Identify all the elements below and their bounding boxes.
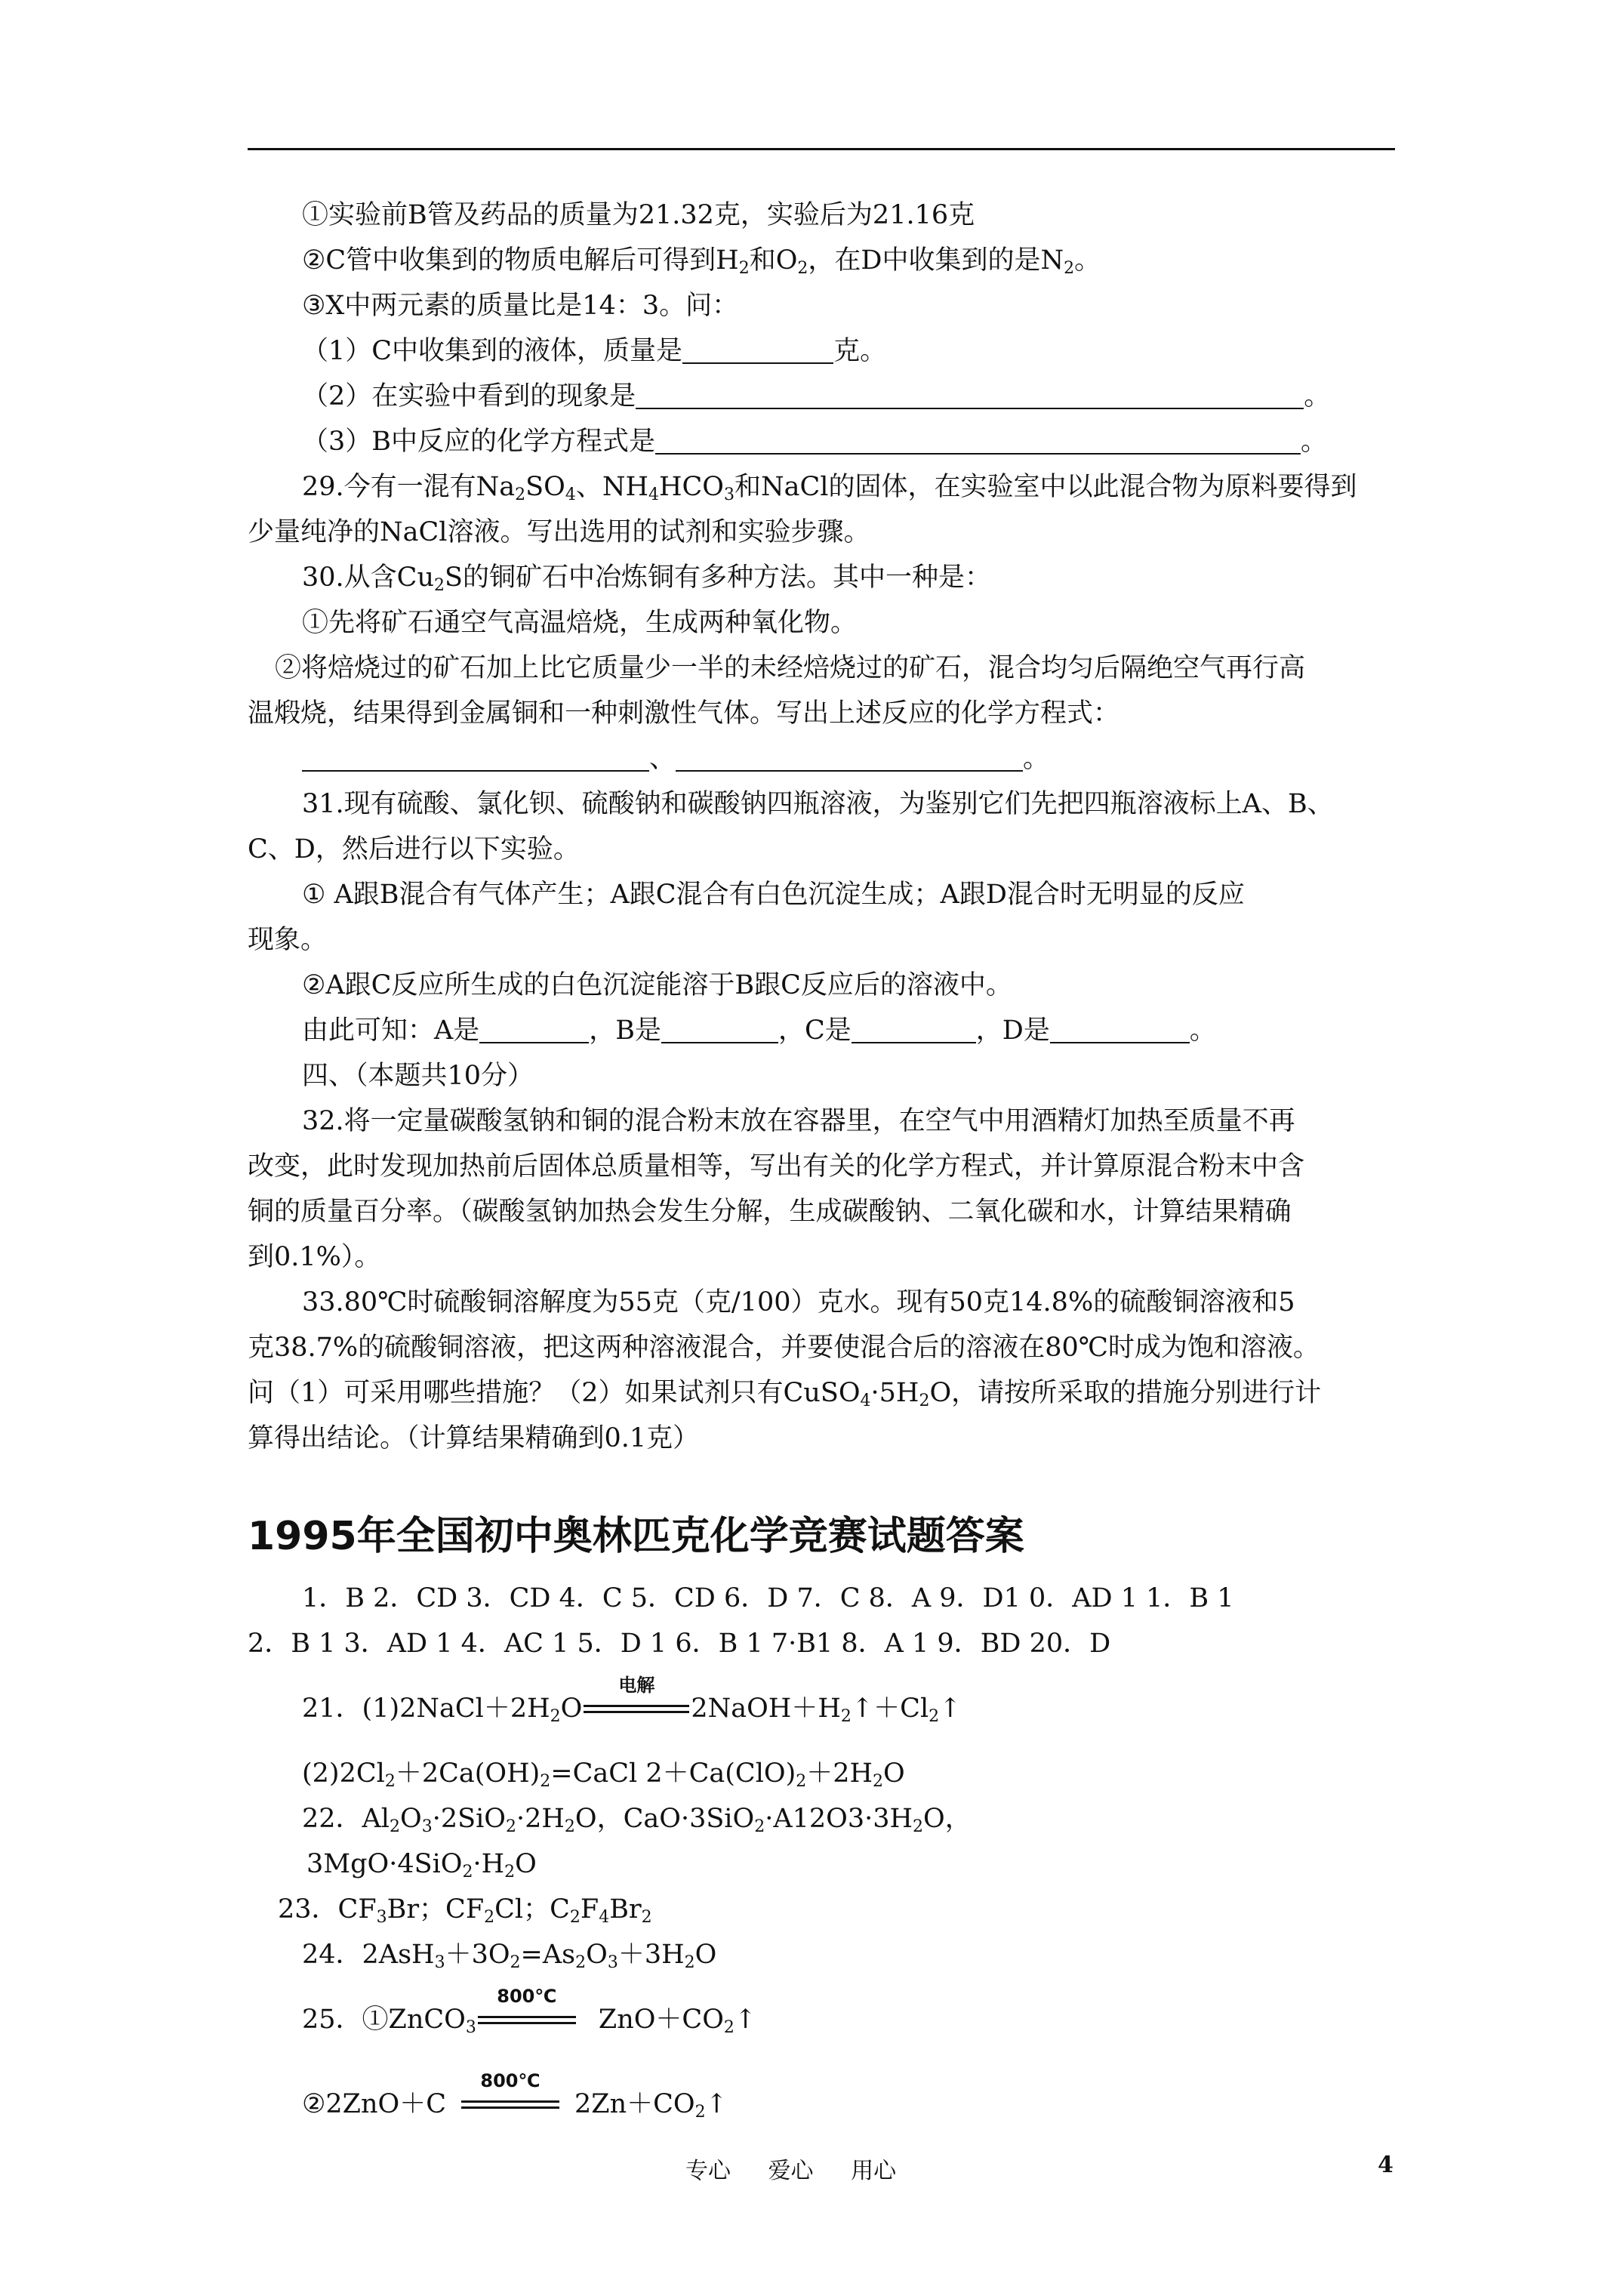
answer-22-line-2: $3MgO\cdot 4SiO_2\cdot H_2O$: [306, 1849, 537, 1881]
q28-ask-2: （2）在实验中看到的现象是 。: [248, 374, 1395, 419]
q28-condition-1: ①实验前B管及药品的质量为21.32克，实验后为21.16克: [302, 200, 975, 230]
q33-line-2: 克38.7%的硫酸铜溶液，把这两种溶液混合，并要使混合后的溶液在80℃时成为饱和溶液。: [248, 1333, 1320, 1363]
q32-line-2: 改变，此时发现加热前后固体总质量相等，写出有关的化学方程式，并计算原混合粉末中含: [248, 1151, 1305, 1182]
q30-line-4: 温煅烧，结果得到金属铜和一种刺激性气体。写出上述反应的化学方程式：: [248, 698, 1120, 729]
answer-23: 23．$CF_3Br$；$CF_2Cl$；$C_2F_4Br_2$: [278, 1894, 652, 1927]
header-rule: [248, 148, 1395, 150]
answers-mc-line-2: 2．B 1 3．AD 1 4．AC 1 5．D 1 6．B 1 7·B1 8．A 1 9．BD 20．D: [248, 1629, 1111, 1659]
answer-blank[interactable]: [302, 740, 649, 772]
answer-blank[interactable]: [676, 740, 1023, 772]
q31-line-4: 现象。: [248, 925, 328, 955]
q31-line-1: 31.现有硫酸、氯化钡、硫酸钠和碳酸钠四瓶溶液，为鉴别它们先把四瓶溶液标上A、B、: [302, 789, 1334, 819]
answer-22-line-1: 22．$Al_2O_3\cdot 2SiO_2\cdot 2H_2O$，$CaO\cdot 3SiO_2\cdot A12O3\cdot 3H_2O$，: [302, 1804, 972, 1836]
answer-21-part-1: 21．$(1)2NaCl+2H_2O$ 电解 $2NaOH+H_2↑+Cl_2↑$: [302, 1675, 962, 1726]
q33-line-4: 算得出结论。（计算结果精确到0.1克）: [248, 1423, 700, 1453]
answer-blank[interactable]: [852, 1012, 976, 1043]
q28-condition-3: ③X中两元素的质量比是14：3。问：: [302, 291, 739, 321]
q28-ask-1: （1）C中收集到的液体，质量是 克。: [248, 328, 1395, 374]
q30-answer-line: 、 。: [248, 736, 1395, 781]
answer-25-part-1: 25．①ZnCO$_3$ 800℃ $ZnO+CO_2↑$: [302, 1986, 757, 2037]
q30-line-2: ①先将矿石通空气高温焙烧，生成两种氧化物。: [302, 608, 858, 638]
q33-line-1: 33.80℃时硫酸铜溶解度为55克（克/100）克水。现有50克14.8%的硫酸铜溶液和5: [302, 1287, 1295, 1318]
q33-line-3: 问（1）可采用哪些措施？（2）如果试剂只有$CuSO_4\cdot 5H_2O$，请按所采取的措施分别进行计: [248, 1378, 1322, 1410]
q32-line-3: 铜的质量百分率。（碳酸氢钠加热会发生分解，生成碳酸钠、二氧化碳和水，计算结果精确: [248, 1197, 1292, 1227]
answer-blank[interactable]: [479, 1012, 589, 1043]
answer-blank[interactable]: [661, 1012, 778, 1043]
answer-21-part-2: $(2)2Cl_2+2Ca(OH)_2=CaCl$ $2+Ca(ClO)_2+2H_2O$: [302, 1758, 905, 1791]
q30-line-3: ②将焙烧过的矿石加上比它质量少一半的未经焙烧过的矿石，混合均匀后隔绝空气再行高: [275, 653, 1306, 683]
q28-condition-2: ②C管中收集到的物质电解后可得到$H_2$和$O_2$，在D中收集到的是$N_2$。: [302, 245, 1101, 278]
q29-line-1: 29.今有一混有$Na_2SO_4$、$NH_4HCO_3$和NaCl的固体，在实验室中以此混合物为原料要得到: [302, 472, 1357, 504]
q29-line-2: 少量纯净的NaCl溶液。写出选用的试剂和实验步骤。: [248, 517, 870, 547]
q31-line-3: ① A跟B混合有气体产生；A跟C混合有白色沉淀生成；A跟D混合时无明显的反应: [302, 880, 1245, 910]
answer-24: 24．$2AsH_3+3O_2=As_2O_3+3H_2O$: [302, 1940, 717, 1972]
answer-blank[interactable]: [636, 378, 1304, 409]
answer-blank[interactable]: [1050, 1012, 1190, 1043]
heating-arrow: 800℃: [461, 2093, 559, 2116]
q32-line-4: 到0.1%）。: [248, 1242, 381, 1272]
answer-blank[interactable]: [682, 332, 833, 364]
section-4-heading: 四、（本题共10分）: [302, 1061, 534, 1091]
page-content: [248, 193, 1395, 2127]
heating-arrow: 800℃: [478, 2008, 576, 2031]
q31-line-2: C、D，然后进行以下实验。: [248, 834, 580, 864]
q31-line-6: 由此可知：A是 ，B是 ，C是 ，D是 。: [248, 1008, 1395, 1053]
footer-motto: 专心 爱心 用心: [685, 2158, 897, 2184]
answer-25-part-2: ②2ZnO＋C 800℃ $2Zn+CO_2↑$: [302, 2070, 728, 2122]
page-number: 4: [1378, 2152, 1394, 2178]
answers-title: 1995年全国初中奥林匹克化学竞赛试题答案: [248, 1514, 1024, 1559]
q31-line-5: ②A跟C反应所生成的白色沉淀能溶于B跟C反应后的溶液中。: [302, 970, 1012, 1000]
answers-mc-line-1: 1．B 2．CD 3．CD 4．C 5．CD 6．D 7．C 8．A 9．D1 0．AD 1 1．B 1: [302, 1583, 1234, 1613]
q28-ask-3: （3）B中反应的化学方程式是 。: [248, 419, 1395, 464]
q32-line-1: 32.将一定量碳酸氢钠和铜的混合粉末放在容器里，在空气中用酒精灯加热至质量不再: [302, 1106, 1295, 1136]
answer-blank[interactable]: [655, 423, 1301, 455]
electrolysis-arrow: 电解: [584, 1697, 689, 1720]
q30-line-1: 30.从含$Cu_2S$的铜矿石中冶炼铜有多种方法。其中一种是：: [302, 562, 991, 595]
